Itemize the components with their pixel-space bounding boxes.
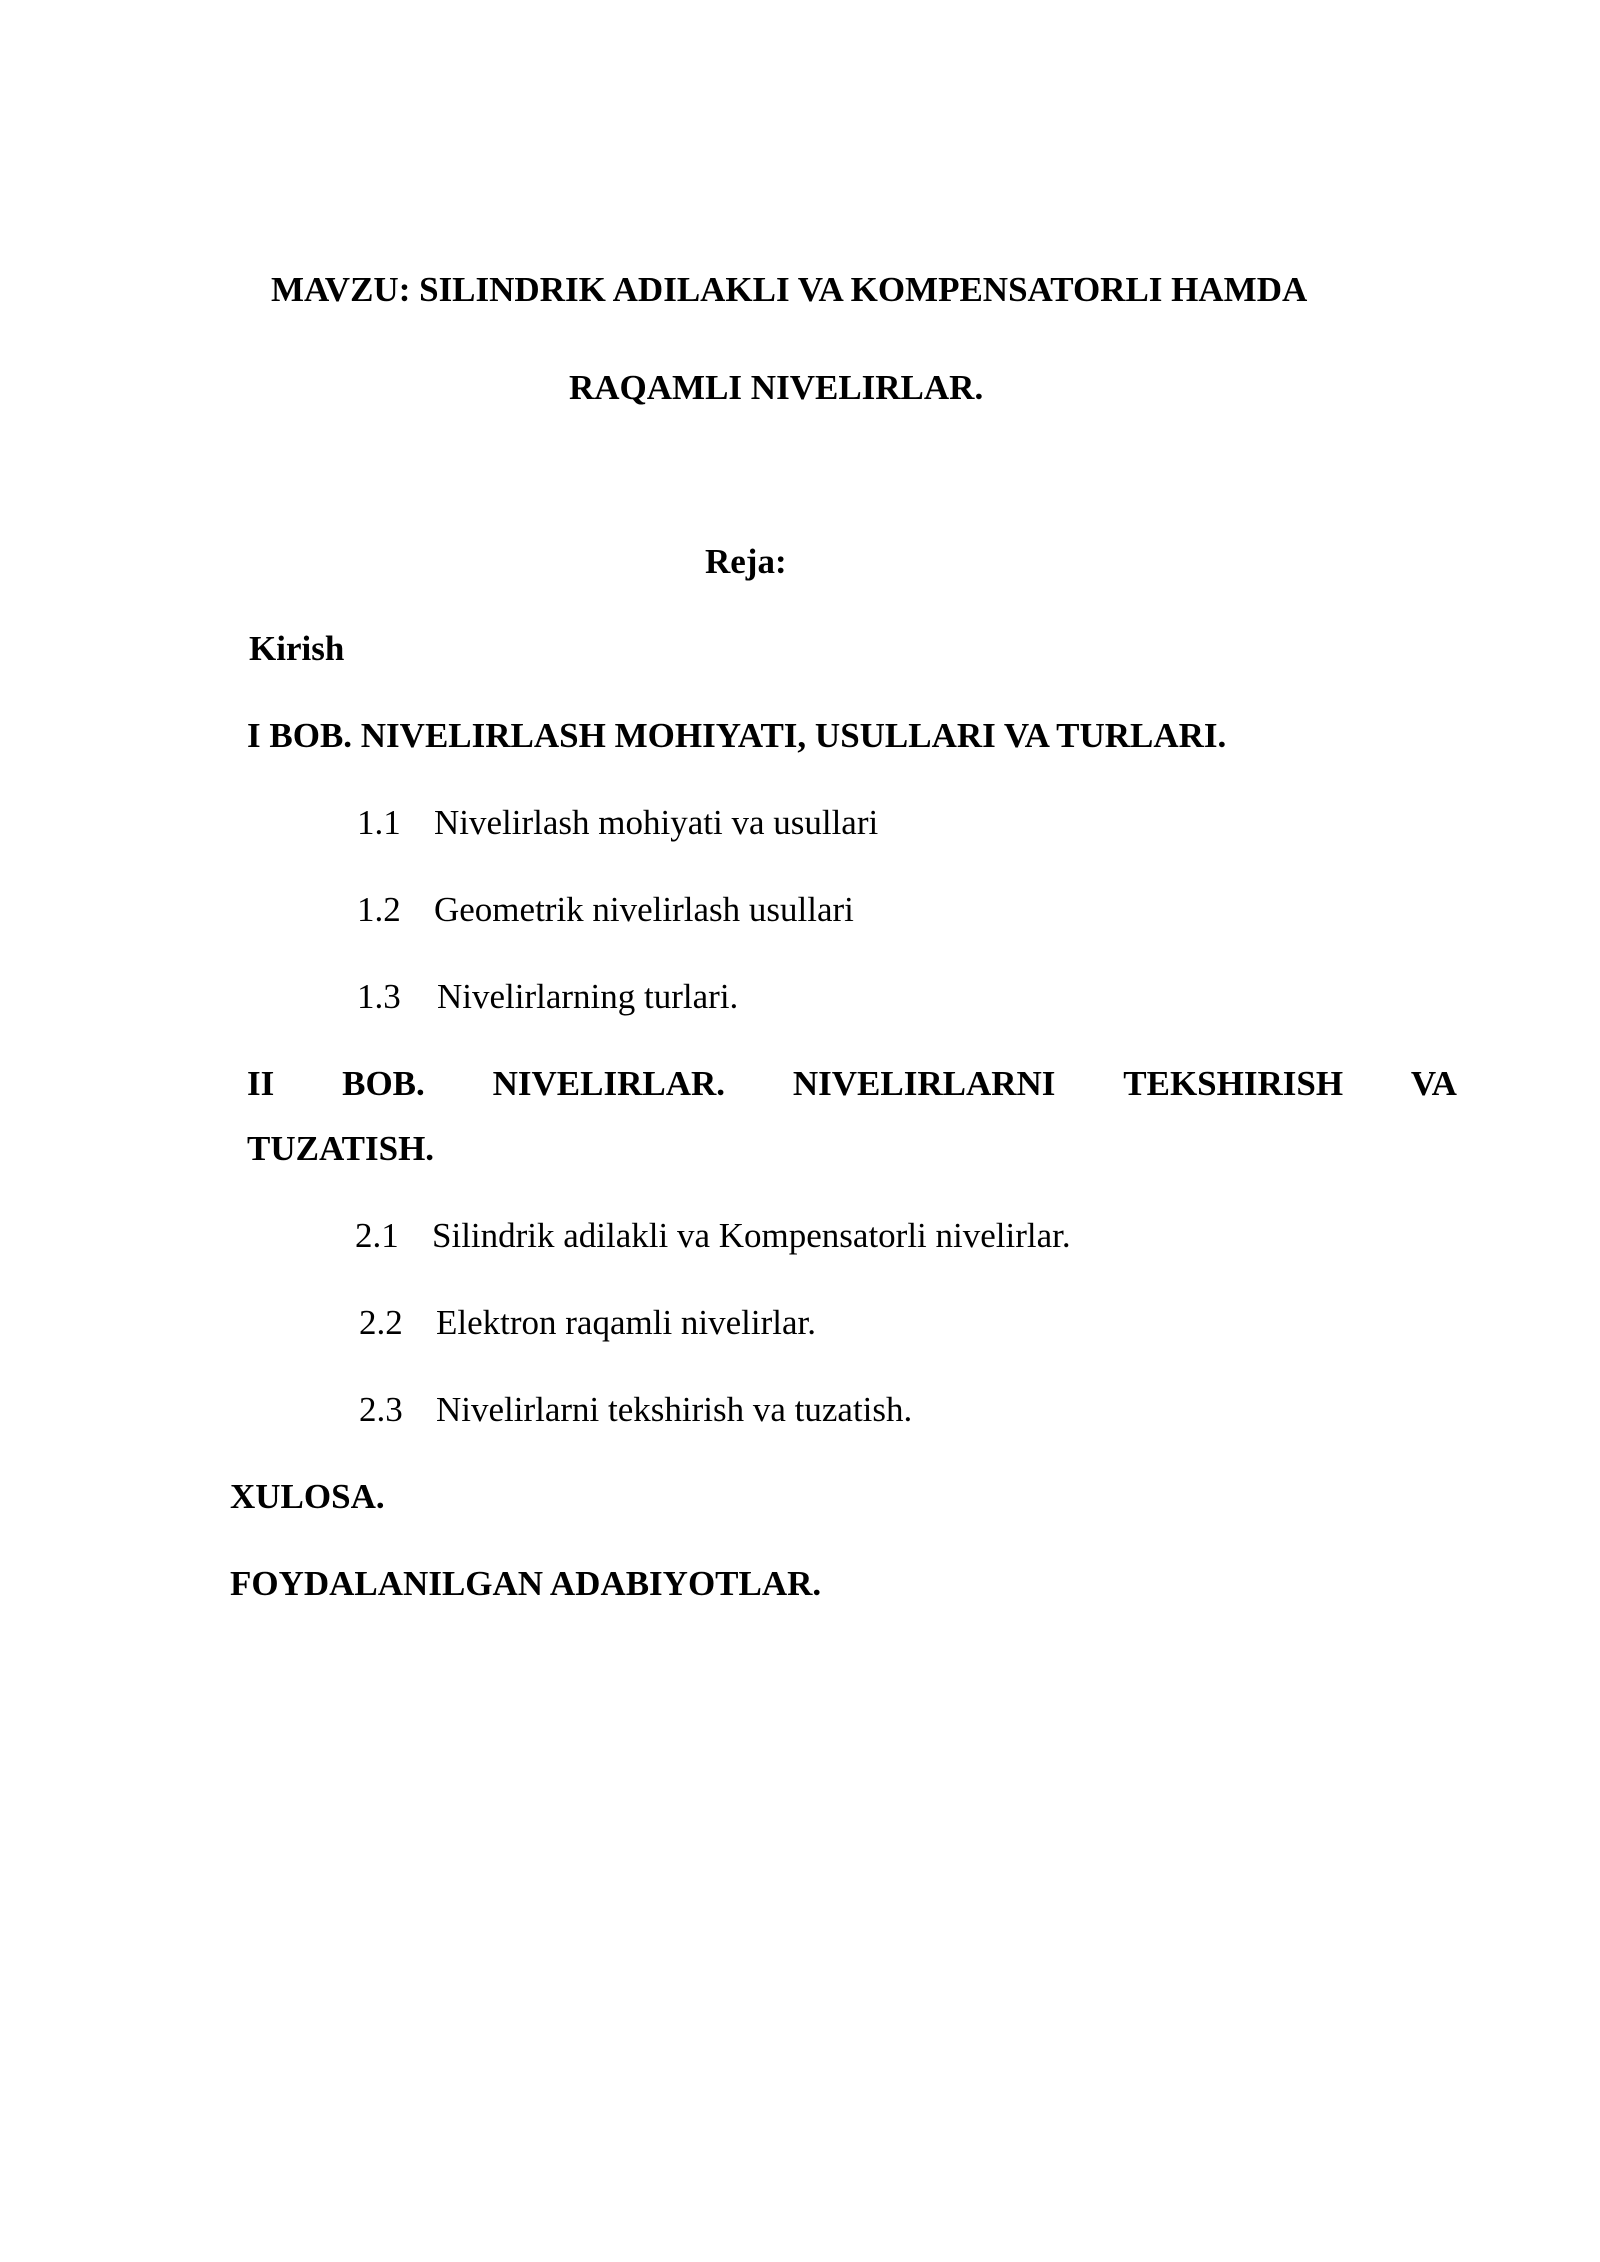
section-title: Silindrik adilakli va Kompensatorli nivelirlar. [432,1216,1071,1255]
section-number: 2.3 [359,1390,403,1429]
section-title: Nivelirlarning turlari. [437,977,739,1016]
heading-word: VA [1410,1064,1457,1103]
toc-section-2-2 [359,1305,816,1340]
section-title: Elektron raqamli nivelirlar. [436,1303,817,1342]
heading-word: II [247,1064,275,1103]
title-line-2: RAQAMLI NIVELIRLAR. [569,368,984,407]
toc-introduction: Kirish [249,629,345,668]
toc-chapter-1-heading: I BOB. NIVELIRLASH MOHIYATI, USULLARI VA TURLARI. [247,716,1227,755]
heading-word: NIVELIRLARNI [792,1064,1056,1103]
toc-chapter-2-heading-continuation: TUZATISH. [247,1129,435,1168]
toc-references: FOYDALANILGAN ADABIYOTLAR. [230,1564,822,1603]
section-number: 2.2 [359,1303,403,1342]
section-number: 1.3 [357,977,401,1016]
heading-word: BOB. [342,1064,425,1103]
heading-word: TEKSHIRISH [1123,1064,1344,1103]
toc-section-1-3 [357,979,738,1014]
section-number: 1.2 [357,890,401,929]
toc-section-1-2 [357,892,854,927]
toc-section-1-1 [357,805,878,840]
section-number: 1.1 [357,803,401,842]
section-title: Nivelirlarni tekshirish va tuzatish. [436,1390,913,1429]
section-number: 2.1 [355,1216,399,1255]
toc-section-2-1 [355,1218,1071,1253]
toc-chapter-2-heading [247,1066,1457,1101]
plan-heading: Reja: [705,542,787,581]
section-title: Nivelirlash mohiyati va usullari [434,803,879,842]
heading-word: NIVELIRLAR. [492,1064,726,1103]
toc-conclusion: XULOSA. [230,1477,385,1516]
title-line-1: MAVZU: SILINDRIK ADILAKLI VA KOMPENSATORLI HAMDA [271,270,1308,309]
toc-section-2-3 [359,1392,912,1427]
section-title: Geometrik nivelirlash usullari [434,890,854,929]
